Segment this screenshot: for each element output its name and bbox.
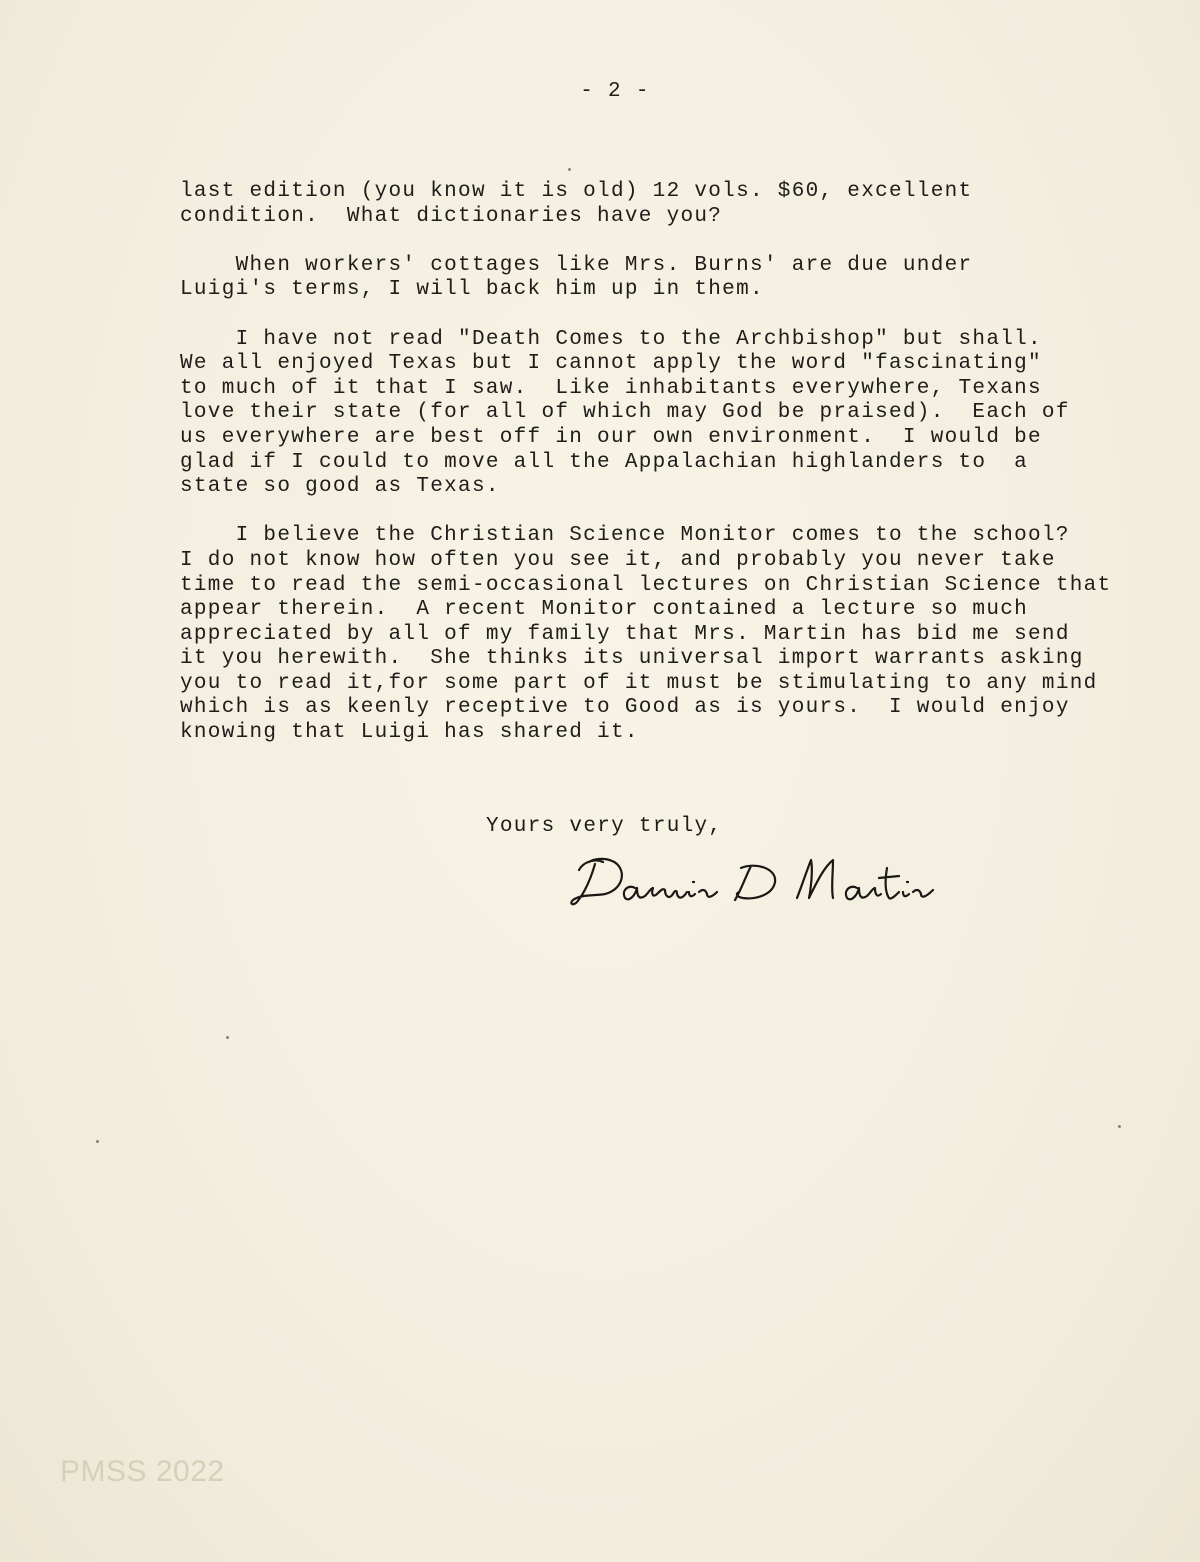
paper-speck xyxy=(96,1140,99,1143)
page-number: - 2 - xyxy=(580,80,650,103)
paragraph-texas xyxy=(180,328,1170,500)
text-line: us everywhere are best off in our own environment. I would be xyxy=(180,425,1042,449)
closing: Yours very truly, xyxy=(486,815,723,838)
text-line: you to read it,for some part of it must be stimulating to any mind xyxy=(180,671,1098,695)
text-line: state so good as Texas. xyxy=(180,475,500,499)
paper-speck xyxy=(226,1036,229,1039)
text-line: condition. What dictionaries have you? xyxy=(180,204,723,228)
handwritten-signature xyxy=(565,848,985,918)
text-line: knowing that Luigi has shared it. xyxy=(180,721,639,745)
archive-watermark: PMSS 2022 xyxy=(60,1455,225,1488)
paragraph-cottages xyxy=(180,254,1170,303)
text-line: When workers' cottages like Mrs. Burns' are due under xyxy=(180,253,973,277)
paper-speck xyxy=(568,168,571,171)
paragraph-monitor xyxy=(180,524,1170,745)
text-line: appreciated by all of my family that Mrs. Martin has bid me send xyxy=(180,622,1070,646)
text-line: it you herewith. She thinks its universal import warrants asking xyxy=(180,647,1084,671)
paper-speck xyxy=(1118,1125,1121,1128)
letter-body xyxy=(180,180,1170,770)
text-line: which is as keenly receptive to Good as is yours. I would enjoy xyxy=(180,696,1070,720)
text-line: glad if I could to move all the Appalachian highlanders to a xyxy=(180,450,1029,474)
text-line: appear therein. A recent Monitor contained a lecture so much xyxy=(180,598,1029,622)
text-line: time to read the semi-occasional lectures on Christian Science that xyxy=(180,573,1112,597)
text-line: Luigi's terms, I will back him up in them. xyxy=(180,278,764,302)
text-line: We all enjoyed Texas but I cannot apply the word "fascinating" xyxy=(180,352,1042,376)
paragraph-dictionaries xyxy=(180,180,1170,229)
text-line: last edition (you know it is old) 12 vols. $60, excellent xyxy=(180,180,973,203)
text-line: to much of it that I saw. Like inhabitants everywhere, Texans xyxy=(180,376,1042,400)
text-line: love their state (for all of which may God be praised). Each of xyxy=(180,401,1070,425)
text-line: I believe the Christian Science Monitor comes to the school? xyxy=(180,524,1070,548)
text-line: I do not know how often you see it, and probably you never take xyxy=(180,548,1056,572)
text-line: I have not read "Death Comes to the Archbishop" but shall. xyxy=(180,327,1042,351)
